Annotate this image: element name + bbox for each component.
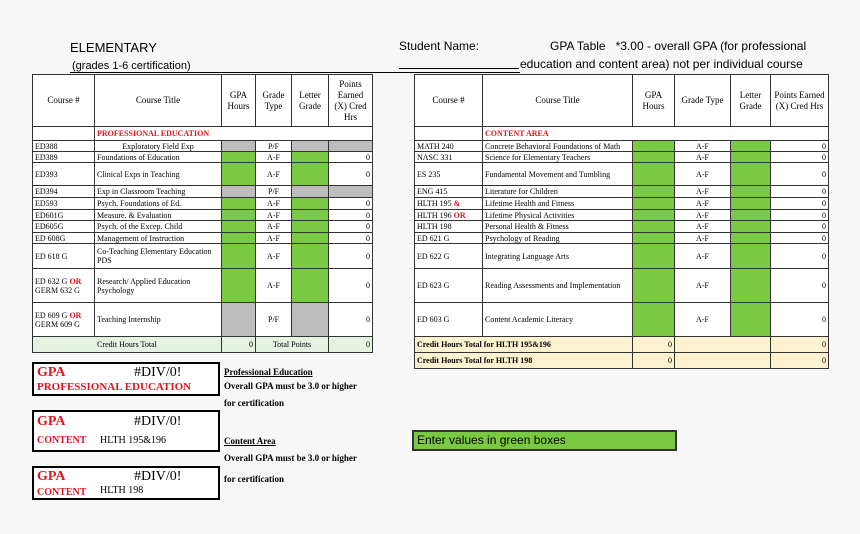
points-cell: 0	[771, 244, 829, 269]
course-title: Lifetime Physical Activities	[483, 210, 633, 221]
course-title: Integrating Language Arts	[483, 244, 633, 269]
letter-grade-input[interactable]	[292, 152, 329, 163]
gpa-hours-input[interactable]	[222, 233, 256, 244]
gpa-course-ref: HLTH 198	[100, 485, 144, 496]
letter-grade-input[interactable]	[292, 269, 329, 303]
course-number: ED 621 G	[415, 233, 483, 244]
gpa-hours-input[interactable]	[633, 233, 675, 244]
col-points: Points Earned (X) Cred Hrs	[771, 75, 829, 127]
course-title: Psych. Foundations of Ed.	[95, 198, 222, 210]
gpa-hours-input[interactable]	[222, 198, 256, 210]
note-content-title: Content Area	[224, 436, 276, 446]
table-row	[415, 186, 829, 198]
page-title: ELEMENTARY	[70, 40, 157, 55]
table-row	[33, 186, 373, 198]
letter-grade-input[interactable]	[292, 210, 329, 221]
letter-grade-input[interactable]	[731, 210, 771, 221]
col-grade-type: Grade Type	[675, 75, 731, 127]
credit-hours-label: Credit Hours Total for HLTH 195&196	[415, 337, 633, 353]
table-row	[415, 210, 829, 221]
letter-grade-input[interactable]	[731, 244, 771, 269]
gpa-hours-input[interactable]	[633, 152, 675, 163]
course-title: Psych. of the Excep. Child	[95, 221, 222, 233]
gpa-hours-cell	[222, 141, 256, 152]
gpa-hours-input[interactable]	[633, 221, 675, 233]
grade-type: A-F	[256, 221, 292, 233]
gpa-hours-input[interactable]	[633, 141, 675, 152]
gpa-hours-input[interactable]	[633, 198, 675, 210]
credit-hours-value: 0	[633, 353, 675, 369]
points-cell: 0	[771, 163, 829, 186]
table-row	[415, 303, 829, 337]
course-number: ED 622 G	[415, 244, 483, 269]
or-label: OR	[69, 276, 82, 286]
points-cell: 0	[329, 303, 373, 337]
col-title: Course Title	[95, 75, 222, 127]
course-number: ED605G	[33, 221, 95, 233]
points-cell: 0	[329, 233, 373, 244]
course-title: Literature for Children	[483, 186, 633, 198]
letter-grade-input[interactable]	[731, 221, 771, 233]
grade-type: A-F	[256, 152, 292, 163]
gpa-hours-input[interactable]	[633, 244, 675, 269]
course-title: Reading Assessments and Implementation	[483, 269, 633, 303]
or-label: OR	[69, 310, 82, 320]
letter-grade-input[interactable]	[731, 152, 771, 163]
points-cell: 0	[771, 221, 829, 233]
course-number: ED 623 G	[415, 269, 483, 303]
grade-type: P/F	[256, 141, 292, 152]
gpa-value: #DIV/0!	[134, 469, 182, 484]
course-number: NASC 331	[415, 152, 483, 163]
gpa-box-content-195-196	[32, 410, 220, 452]
points-cell: 0	[771, 186, 829, 198]
grade-type: A-F	[675, 163, 731, 186]
course-title: Personal Health & Fitness	[483, 221, 633, 233]
col-letter-grade: Letter Grade	[731, 75, 771, 127]
gpa-label: GPA	[37, 469, 66, 484]
grade-type: A-F	[675, 233, 731, 244]
note-content-text2: for certification	[224, 474, 285, 484]
gpa-hours-input[interactable]	[633, 269, 675, 303]
gpa-hours-input[interactable]	[633, 186, 675, 198]
grade-type: A-F	[675, 221, 731, 233]
gpa-label: GPA	[37, 414, 66, 429]
note-professional-title: Professional Education	[224, 367, 313, 377]
course-number: ED593	[33, 198, 95, 210]
col-gpa-hours: GPA Hours	[633, 75, 675, 127]
table-row	[33, 233, 373, 244]
grade-type: A-F	[256, 269, 292, 303]
credit-hours-footer	[33, 337, 373, 353]
course-number: ED 603 G	[415, 303, 483, 337]
section-content-area: CONTENT AREA	[483, 127, 829, 141]
gpa-table-note-line2: education and content area) not per individual course	[520, 57, 803, 71]
table-row	[415, 269, 829, 303]
table-row	[33, 210, 373, 221]
points-cell: 0	[771, 303, 829, 337]
credit-hours-hlth-195-196-row	[415, 337, 829, 353]
letter-grade-input[interactable]	[292, 233, 329, 244]
grade-type: A-F	[256, 233, 292, 244]
letter-grade-input[interactable]	[292, 221, 329, 233]
points-cell: 0	[771, 233, 829, 244]
course-number: ED393	[33, 163, 95, 186]
letter-grade-input[interactable]	[731, 163, 771, 186]
page-subtitle: (grades 1-6 certification)	[72, 60, 191, 72]
col-course: Course #	[33, 75, 95, 127]
credit-hours-total: 0	[222, 337, 256, 353]
gpa-category: CONTENT	[37, 487, 87, 498]
grade-type: P/F	[256, 303, 292, 337]
points-cell: 0	[329, 198, 373, 210]
grade-type: A-F	[675, 303, 731, 337]
course-number: ED 618 G	[33, 244, 95, 269]
letter-grade-input[interactable]	[731, 141, 771, 152]
gpa-category: CONTENT	[37, 435, 87, 446]
header-divider	[70, 72, 520, 73]
points-cell: 0	[329, 210, 373, 221]
col-title: Course Title	[483, 75, 633, 127]
points-cell	[329, 141, 373, 152]
col-course: Course #	[415, 75, 483, 127]
points-cell: 0	[329, 269, 373, 303]
gpa-value: #DIV/0!	[134, 414, 182, 429]
grade-type: P/F	[256, 186, 292, 198]
letter-grade-input[interactable]	[731, 303, 771, 337]
course-number: ES 235	[415, 163, 483, 186]
gpa-box-professional	[32, 362, 220, 396]
col-grade-type: Grade Type	[256, 75, 292, 127]
credit-hours-label: Credit Hours Total	[33, 337, 222, 353]
table-row	[415, 221, 829, 233]
note-professional-text: Overall GPA must be 3.0 or higher	[224, 381, 357, 391]
col-points: Points Earned (X) Cred Hrs	[329, 75, 373, 127]
table-header-row	[415, 75, 829, 127]
course-title: Exp in Classroom Teaching	[95, 186, 222, 198]
points-cell: 0	[329, 163, 373, 186]
course-title: Fundamental Movement and Tumbling	[483, 163, 633, 186]
course-title: Clinical Exps in Teaching	[95, 163, 222, 186]
table-row	[33, 221, 373, 233]
letter-grade-input[interactable]	[731, 186, 771, 198]
grade-type: A-F	[256, 244, 292, 269]
letter-grade-input[interactable]	[731, 198, 771, 210]
course-number: HLTH 195 &	[415, 198, 483, 210]
letter-grade-input[interactable]	[731, 233, 771, 244]
course-title: Exploratory Field Exp	[95, 141, 222, 152]
points-cell: 0	[329, 244, 373, 269]
professional-education-table	[32, 74, 373, 353]
credit-hours-hlth-198-row	[415, 353, 829, 369]
gpa-hours-input[interactable]	[222, 244, 256, 269]
and-label: &	[453, 199, 461, 208]
course-number: ED388	[33, 141, 95, 152]
course-title: Foundations of Education	[95, 152, 222, 163]
course-number: ED389	[33, 152, 95, 163]
table-row	[33, 198, 373, 210]
section-professional-education: PROFESSIONAL EDUCATION	[95, 127, 373, 141]
course-title: Measure. & Evaluation	[95, 210, 222, 221]
gpa-value: #DIV/0!	[134, 365, 182, 380]
credit-hours-points: 0	[771, 337, 829, 353]
credit-hours-label: Credit Hours Total for HLTH 198	[415, 353, 633, 369]
course-title: Science for Elementary Teachers	[483, 152, 633, 163]
course-title: Content Academic Literacy	[483, 303, 633, 337]
gpa-hours-input[interactable]	[222, 210, 256, 221]
grade-type: A-F	[256, 210, 292, 221]
gpa-label: GPA	[37, 365, 66, 380]
letter-grade-input[interactable]	[731, 269, 771, 303]
grade-type: A-F	[675, 244, 731, 269]
course-number: MATH 240	[415, 141, 483, 152]
or-label: OR	[453, 210, 466, 220]
table-row	[415, 233, 829, 244]
col-gpa-hours: GPA Hours	[222, 75, 256, 127]
points-cell: 0	[771, 141, 829, 152]
letter-grade-input[interactable]	[292, 163, 329, 186]
gpa-hours-input[interactable]	[633, 210, 675, 221]
grade-type: A-F	[675, 186, 731, 198]
gpa-hours-cell	[222, 303, 256, 337]
gpa-hours-input[interactable]	[222, 221, 256, 233]
table-row	[33, 244, 373, 269]
course-number: ED394	[33, 186, 95, 198]
course-title: Psychology of Reading	[483, 233, 633, 244]
gpa-hours-input[interactable]	[633, 163, 675, 186]
gpa-course-ref: HLTH 195&196	[100, 435, 167, 446]
grade-type: A-F	[675, 141, 731, 152]
gpa-hours-input[interactable]	[222, 269, 256, 303]
letter-grade-cell	[292, 186, 329, 198]
course-title: Teaching Internship	[95, 303, 222, 337]
course-number: HLTH 198	[415, 221, 483, 233]
points-cell: 0	[329, 221, 373, 233]
note-professional-text2: for certification	[224, 398, 285, 408]
col-letter-grade: Letter Grade	[292, 75, 329, 127]
grade-type: A-F	[256, 198, 292, 210]
total-points-label: Total Points	[256, 337, 329, 353]
table-row	[415, 198, 829, 210]
course-title: Lifetime Health and Fitness	[483, 198, 633, 210]
points-cell	[329, 186, 373, 198]
grade-type: A-F	[675, 210, 731, 221]
course-number: ED 608G	[33, 233, 95, 244]
table-row	[415, 152, 829, 163]
grade-type: A-F	[675, 152, 731, 163]
gpa-box-content-198	[32, 466, 220, 500]
table-header-row	[33, 75, 373, 127]
grade-type: A-F	[675, 198, 731, 210]
table-row	[33, 141, 373, 152]
credit-hours-value: 0	[633, 337, 675, 353]
table-row	[33, 303, 373, 337]
table-row	[33, 269, 373, 303]
gpa-hours-input[interactable]	[222, 152, 256, 163]
grade-type: A-F	[675, 269, 731, 303]
points-cell: 0	[771, 269, 829, 303]
course-title: Concrete Behavioral Foundations of Math	[483, 141, 633, 152]
total-points-value: 0	[329, 337, 373, 353]
course-title: Co-Teaching Elementary Education PDS	[95, 244, 222, 269]
student-name-label: Student Name:	[399, 39, 480, 53]
gpa-hours-cell	[222, 186, 256, 198]
letter-grade-cell	[292, 141, 329, 152]
course-number: ENG 415	[415, 186, 483, 198]
gpa-hours-input[interactable]	[222, 163, 256, 186]
letter-grade-input[interactable]	[292, 198, 329, 210]
points-cell: 0	[329, 152, 373, 163]
table-row	[415, 141, 829, 152]
points-cell: 0	[771, 152, 829, 163]
content-area-table	[414, 74, 829, 369]
course-number: ED601G	[33, 210, 95, 221]
letter-grade-input[interactable]	[292, 244, 329, 269]
course-number: ED 632 G OR GERM 632 G	[33, 269, 95, 303]
gpa-hours-input[interactable]	[633, 303, 675, 337]
course-number: HLTH 196 OR	[415, 210, 483, 221]
grade-type: A-F	[256, 163, 292, 186]
points-cell: 0	[771, 210, 829, 221]
points-cell: 0	[771, 198, 829, 210]
course-title: Research/ Applied Education Psychology	[95, 269, 222, 303]
table-row	[415, 244, 829, 269]
table-row	[33, 163, 373, 186]
legend-green-box: Enter values in green boxes	[412, 430, 677, 451]
course-number: ED 609 G OR GERM 609 G	[33, 303, 95, 337]
course-title: Management of Instruction	[95, 233, 222, 244]
table-row	[415, 163, 829, 186]
note-content-text: Overall GPA must be 3.0 or higher	[224, 453, 357, 463]
credit-hours-points: 0	[771, 353, 829, 369]
student-name-field[interactable]	[399, 68, 519, 69]
letter-grade-cell	[292, 303, 329, 337]
gpa-table-note-line1: GPA Table *3.00 - overall GPA (for professional	[550, 39, 807, 53]
gpa-category: PROFESSIONAL EDUCATION	[37, 381, 192, 393]
table-row	[33, 152, 373, 163]
